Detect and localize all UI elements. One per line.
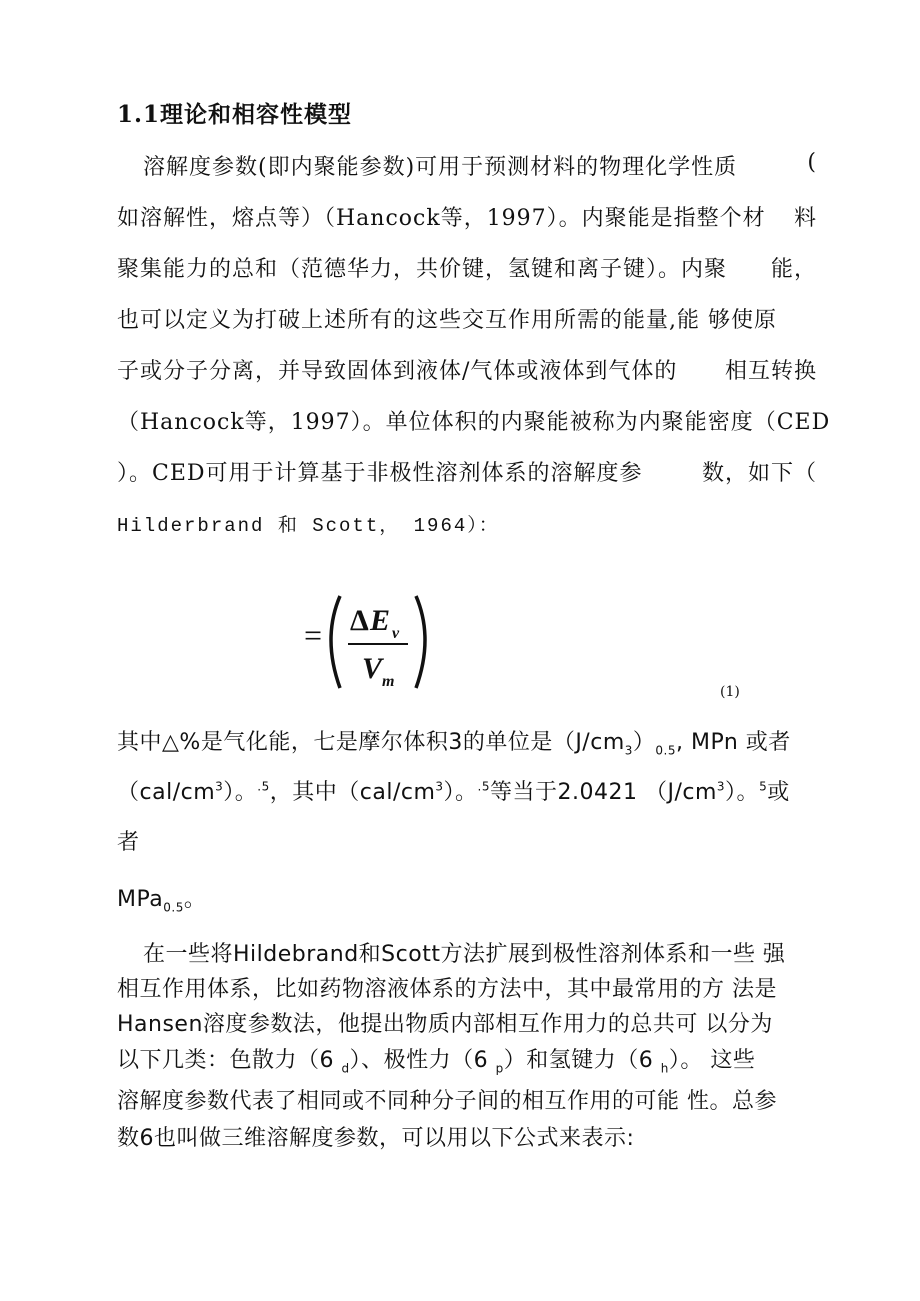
p1-line-8: Hilderbrand 和 Scott， 1964）： bbox=[117, 515, 500, 537]
p3-l4-d: ）。 这些 bbox=[668, 1048, 756, 1073]
p2-l2-g: 或 bbox=[767, 780, 790, 805]
formula-energy-sub: v bbox=[392, 625, 400, 642]
p3-line-1: 在一些将Hildebrand和Scott方法扩展到极性溶剂体系和一些 强 bbox=[143, 942, 786, 967]
p2-l2-d: ）。 bbox=[443, 780, 478, 805]
p2-l1-sub3: 3 bbox=[624, 743, 633, 758]
p1-line-7-end: 数，如下（ bbox=[701, 461, 817, 486]
p2-l1-post: , MPn 或者 bbox=[676, 730, 791, 755]
formula-equals: = bbox=[304, 617, 323, 653]
formula-right-paren bbox=[416, 596, 425, 688]
p3-line-4 bbox=[117, 1043, 817, 1075]
p2-l4-sub: 0.5 bbox=[163, 900, 184, 915]
p1-line-5-end: 相互转换 bbox=[724, 359, 817, 384]
p3-l4-sub-p: p bbox=[495, 1061, 504, 1076]
formula-volume-var: V bbox=[362, 652, 383, 685]
p2-l1-mid: ） bbox=[632, 730, 656, 755]
formula-energy-var: E bbox=[370, 604, 391, 637]
p1-line-6-text: （Hancock等，1997）。单位体积的内聚能被称为内聚 bbox=[117, 410, 685, 435]
p2-l2-c: ，其中（cal/cm bbox=[269, 780, 436, 805]
p3-line-3: Hansen溶度参数法，他提出物质内部相互作用力的总共可 以分为 bbox=[117, 1012, 773, 1037]
section-heading: 1.1理论和相容性模型 bbox=[117, 101, 353, 128]
equation-number: (1) bbox=[720, 684, 740, 700]
p1-line-5 bbox=[117, 354, 817, 385]
p2-l2-e: 等当于2.0421 （J/cm bbox=[490, 780, 717, 805]
p3-l4-b: ）、极性力（6 bbox=[349, 1048, 496, 1073]
p3-l4-c: ）和氢键力（6 bbox=[503, 1048, 661, 1073]
formula-volume-sub: m bbox=[382, 673, 395, 690]
p2-l2-sup5c: 5 bbox=[759, 779, 768, 794]
p3-line-5: 溶解度参数代表了相同或不同种分子间的相互作用的可能 性。总参 bbox=[117, 1089, 777, 1114]
p1-line-1 bbox=[117, 150, 817, 181]
p1-line-7-text: ）。CED可用于计算基于非极性溶剂体系的溶解度参 bbox=[117, 461, 643, 486]
p2-l2-f: ）。 bbox=[725, 780, 760, 805]
p2-l2-sup5b: .5 bbox=[477, 779, 490, 794]
p1-line-2 bbox=[117, 201, 817, 232]
formula-delta: Δ bbox=[350, 604, 369, 637]
p3-line-6: 数6也叫做三维溶解度参数，可以用以下公式来表示: bbox=[117, 1126, 635, 1151]
p1-line-2-text: 如溶解性，熔点等）（Hancock等，1997）。内聚能是指整个材 bbox=[117, 206, 766, 231]
p2-l4-end: 。 bbox=[183, 887, 207, 912]
p1-line-3 bbox=[117, 252, 817, 283]
p2-line-3: 者 bbox=[117, 830, 140, 855]
p2-l1-pre: 其中△%是气化能，七是摩尔体积3的单位是（J/cm bbox=[117, 730, 625, 755]
p2-l2-sup5a: .5 bbox=[257, 779, 270, 794]
p3-line-2: 相互作用体系，比如药物溶液体系的方法中，其中最常用的方 法是 bbox=[117, 977, 777, 1002]
p1-line-1-text: 溶解度参数(即内聚能参数)可用于预测材料的物理化学性质 bbox=[143, 155, 738, 180]
p2-l2-sup3c: 3 bbox=[716, 779, 726, 794]
p2-l4-main: MPa bbox=[117, 887, 164, 912]
p3-l4-sub-d: d bbox=[341, 1061, 350, 1076]
p2-line-4 bbox=[117, 882, 817, 914]
p2-l1-sub05: 0.5 bbox=[655, 743, 676, 758]
p1-line-2-end: 料 bbox=[793, 206, 817, 231]
p2-l2-sup3b: 3 bbox=[435, 779, 444, 794]
formula-left-paren bbox=[331, 596, 340, 688]
p1-line-3-end: 能， bbox=[770, 257, 817, 282]
p2-l2-a: （cal/cm bbox=[117, 780, 216, 805]
p3-l4-sub-h: h bbox=[660, 1061, 669, 1076]
cohesive-energy-formula bbox=[300, 588, 440, 698]
p1-line-6 bbox=[117, 405, 831, 436]
p1-line-1-end: ( bbox=[807, 150, 817, 175]
p1-line-3-text: 聚集能力的总和（范德华力，共价键，氢键和离子键）。内聚 bbox=[117, 257, 728, 282]
p3-l4-a: 以下几类：色散力（6 bbox=[117, 1048, 342, 1073]
p1-line-4: 也可以定义为打破上述所有的这些交互作用所需的能量,能 够使原 bbox=[117, 308, 777, 333]
p2-line-2 bbox=[117, 775, 817, 806]
p2-l2-sup3a: 3 bbox=[215, 779, 224, 794]
p1-line-6-end: 能密度（CED bbox=[684, 410, 831, 435]
p1-line-5-text: 子或分子分离，并导致固体到液体/气体或液体到气体的 bbox=[117, 359, 678, 384]
p2-line-1 bbox=[117, 725, 817, 757]
p1-line-7 bbox=[117, 456, 817, 487]
p2-l2-b: ）。 bbox=[223, 780, 258, 805]
